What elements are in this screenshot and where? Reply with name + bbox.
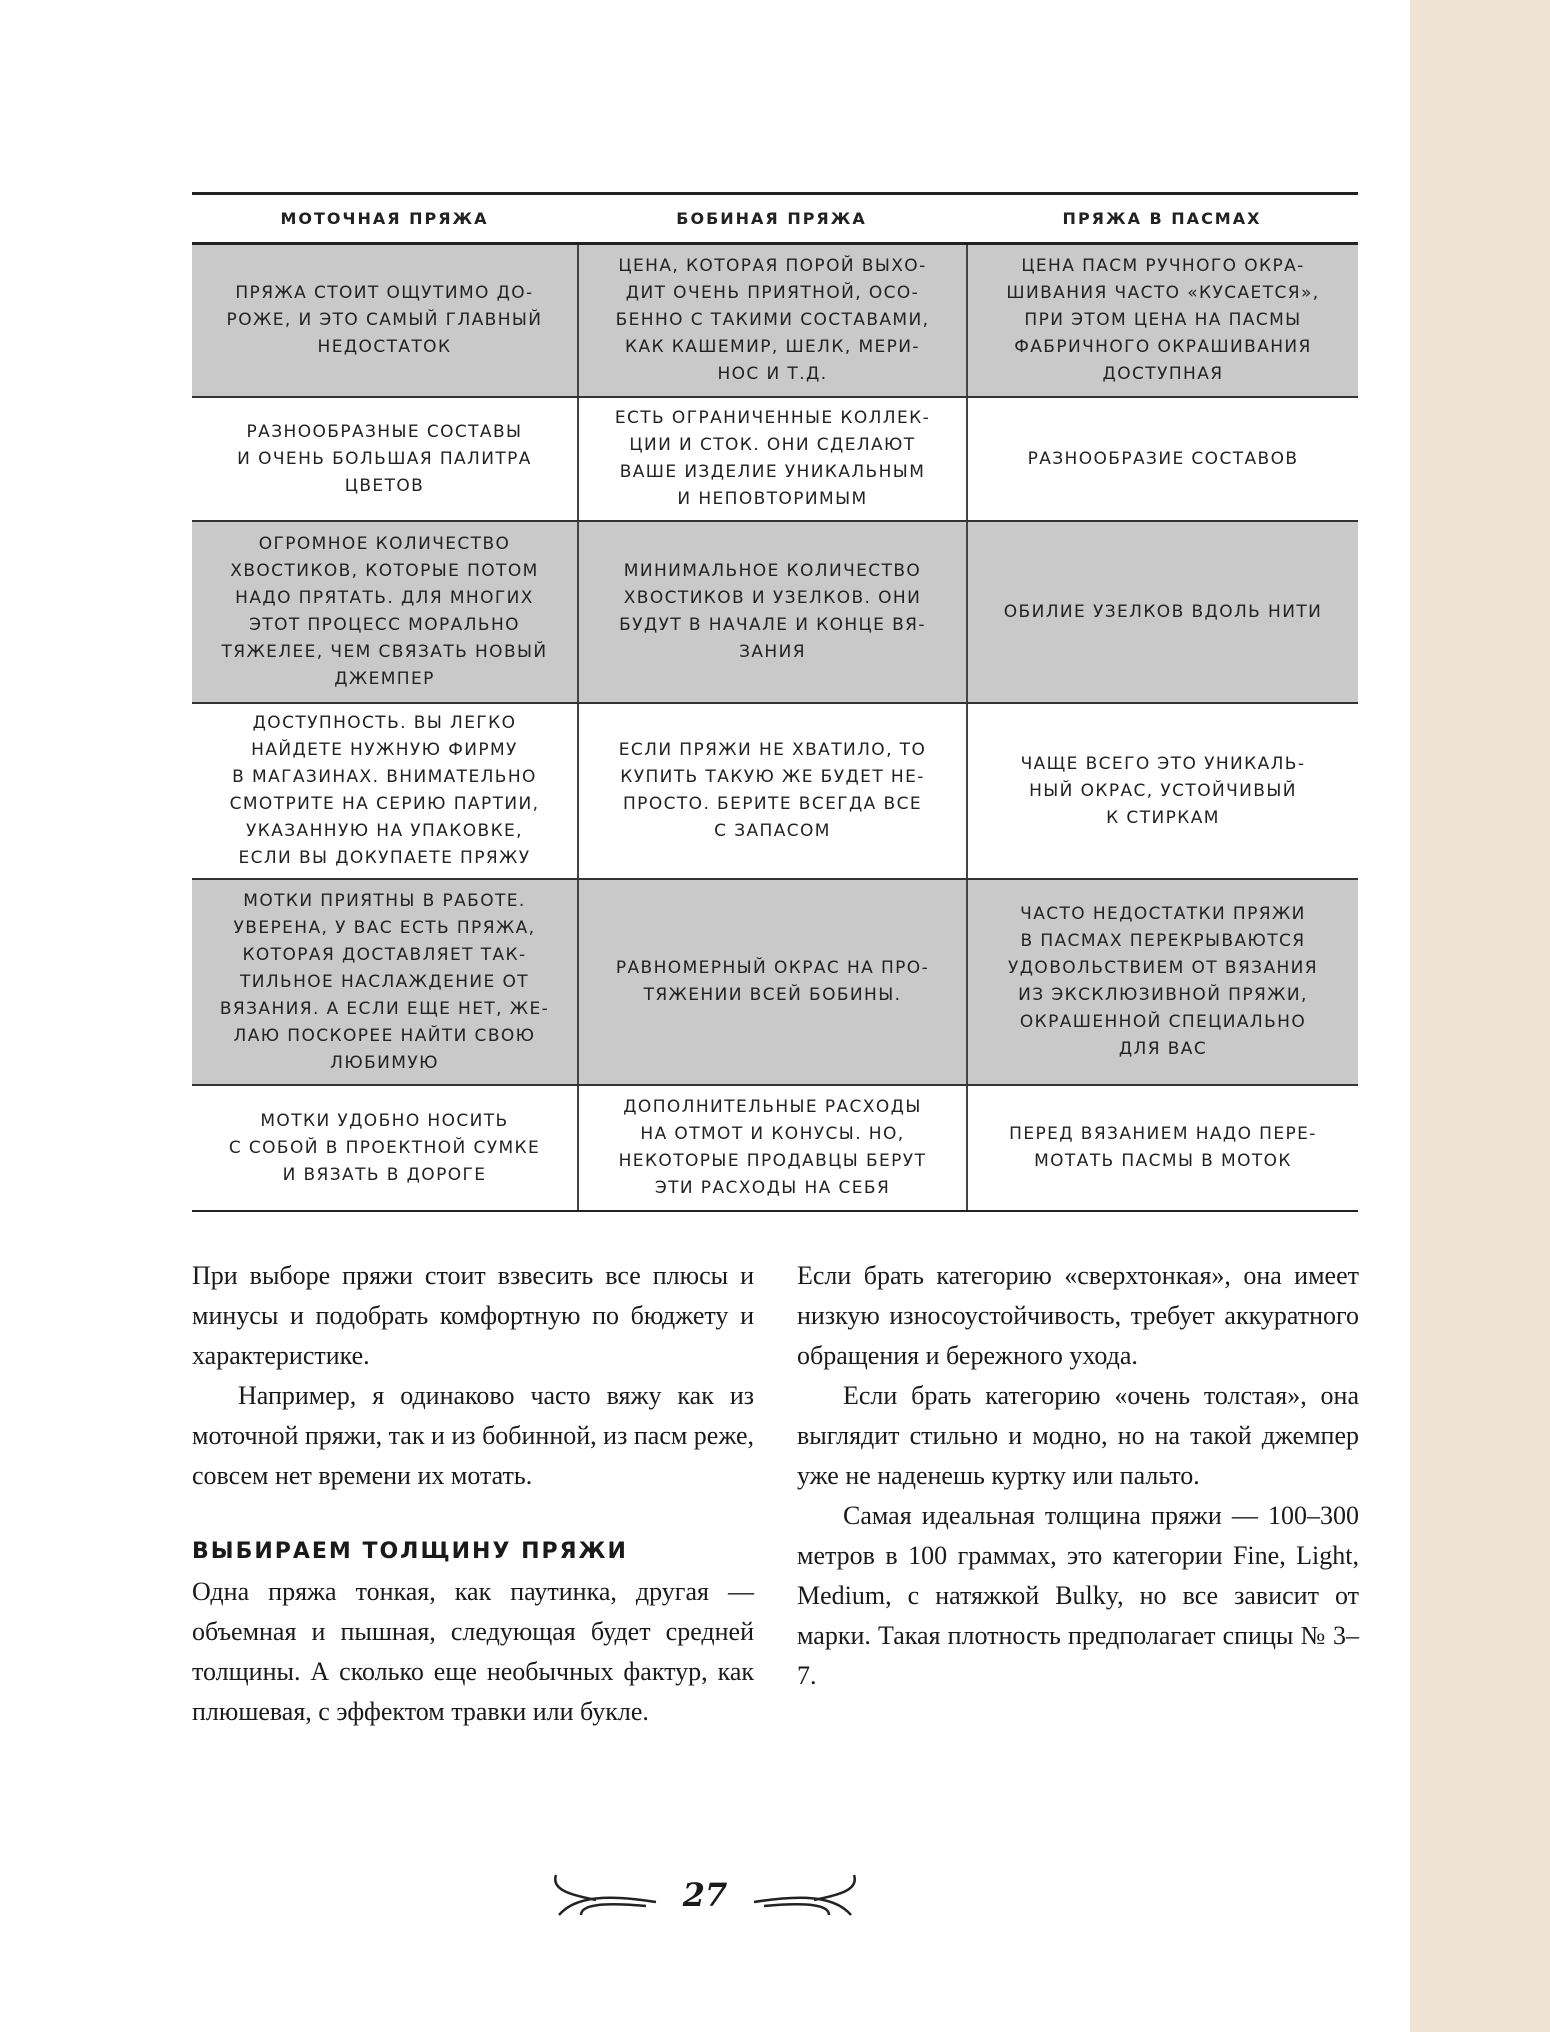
table-cell: ПРЯЖА СТОИТ ОЩУТИМО ДО- РОЖЕ, И ЭТО САМЫЙ ГЛАВНЫЙ НЕДОСТАТОК	[226, 283, 543, 357]
paragraph: Например, я одинаково часто вяжу как из моточной пряжи, так и из бобинной, из пасм реже, совсем нет времени их мотать.	[192, 1381, 755, 1490]
table-row	[192, 880, 1358, 1086]
table-cell: РАЗНООБРАЗИЕ СОСТАВОВ	[966, 398, 1358, 520]
table-header-row	[192, 195, 1358, 245]
table-cell: ЕСТЬ ОГРАНИЧЕННЫЕ КОЛЛЕК- ЦИИ И СТОК. ОНИ СДЕЛАЮТ ВАШЕ ИЗДЕЛИЕ УНИКАЛЬНЫМ И НЕПОВТОРИМЫМ	[577, 398, 966, 520]
table-cell: ОГРОМНОЕ КОЛИЧЕСТВО ХВОСТИКОВ, КОТОРЫЕ ПОТОМ НАДО ПРЯТАТЬ. ДЛЯ МНОГИХ ЭТОТ ПРОЦЕСС МОРАЛЬНО ТЯЖЕЛЕЕ, ЧЕМ СВЯЗАТЬ НОВЫЙ ДЖЕМПЕР	[221, 534, 548, 689]
paragraph: Одна пряжа тонкая, как паутинка, другая — объемная и пышная, следующая будет средней толщины. А сколько еще необычных фактур, как плюшевая, с эффектом травки или букле.	[192, 1577, 754, 1726]
table-cell: РАВНОМЕРНЫЙ ОКРАС НА ПРО- ТЯЖЕНИИ ВСЕЙ БОБИНЫ.	[577, 880, 966, 1084]
paragraph: Если брать категорию «сверхтонкая», она имеет низкую износоустойчивость, требует аккуратного обращения и бережного ухода.	[797, 1261, 1359, 1370]
page-number: 27	[682, 1876, 728, 1914]
section-heading: ВЫБИРАЕМ ТОЛЩИНУ ПРЯЖИ	[192, 1539, 628, 1564]
table-cell: ЦЕНА ПАСМ РУЧНОГО ОКРА- ШИВАНИЯ ЧАСТО «КУСАЕТСЯ», ПРИ ЭТОМ ЦЕНА НА ПАСМЫ ФАБРИЧНОГО ОКРАШИВАНИЯ ДОСТУПНАЯ	[966, 245, 1358, 396]
table-cell: МОТКИ ПРИЯТНЫ В РАБОТЕ. УВЕРЕНА, У ВАС ЕСТЬ ПРЯЖА, КОТОРАЯ ДОСТАВЛЯЕТ ТАК- ТИЛЬНОЕ НАСЛАЖДЕНИЕ ОТ ВЯЗАНИЯ. А ЕСЛИ ЕЩЕ НЕТ, ЖЕ- ЛАЮ ПОСКОРЕЕ НАЙТИ СВОЮ ЛЮБИМУЮ	[219, 890, 550, 1073]
table-row	[192, 398, 1358, 522]
left-flourish-icon	[551, 1870, 661, 1920]
table-cell: ЦЕНА, КОТОРАЯ ПОРОЙ ВЫХО- ДИТ ОЧЕНЬ ПРИЯТНОЙ, ОСО- БЕННО С ТАКИМИ СОСТАВАМИ, КАК КАШЕМИР, ШЕЛК, МЕРИ- НОС И Т.Д.	[577, 245, 966, 396]
left-text-column	[192, 1256, 754, 1732]
page-footer	[0, 1870, 1410, 1920]
right-flourish-icon	[749, 1870, 859, 1920]
table-cell: ЕСЛИ ПРЯЖИ НЕ ХВАТИЛО, ТО КУПИТЬ ТАКУЮ ЖЕ БУДЕТ НЕ- ПРОСТО. БЕРИТЕ ВСЕГДА ВСЕ С ЗАПАСОМ	[577, 704, 966, 878]
table-row	[192, 704, 1358, 880]
table-cell: МИНИМАЛЬНОЕ КОЛИЧЕСТВО ХВОСТИКОВ И УЗЕЛКОВ. ОНИ БУДУТ В НАЧАЛЕ И КОНЦЕ ВЯ- ЗАНИЯ	[577, 522, 966, 702]
table-row	[192, 245, 1358, 398]
table-row	[192, 522, 1358, 704]
paragraph: Если брать категорию «очень толстая», она выглядит стильно и модно, но на такой джемпер уже не наденешь куртку или пальто.	[797, 1381, 1359, 1490]
table-cell: ДОСТУПНОСТЬ. ВЫ ЛЕГКО НАЙДЕТЕ НУЖНУЮ ФИРМУ В МАГАЗИНАХ. ВНИМАТЕЛЬНО СМОТРИТЕ НА СЕРИЮ ПАРТИИ, УКАЗАННУЮ НА УПАКОВКЕ, ЕСЛИ ВЫ ДОКУПАЕТЕ ПРЯЖУ	[229, 713, 540, 868]
table-cell: ЧАЩЕ ВСЕГО ЭТО УНИКАЛЬ- НЫЙ ОКРАС, УСТОЙЧИВЫЙ К СТИРКАМ	[966, 704, 1358, 878]
table-cell: ПЕРЕД ВЯЗАНИЕМ НАДО ПЕРЕ- МОТАТЬ ПАСМЫ В МОТОК	[966, 1086, 1358, 1210]
table-cell: РАЗНООБРАЗНЫЕ СОСТАВЫ И ОЧЕНЬ БОЛЬШАЯ ПАЛИТРА ЦВЕТОВ	[237, 421, 532, 496]
table-cell: ОБИЛИЕ УЗЕЛКОВ ВДОЛЬ НИТИ	[966, 522, 1358, 702]
table-cell: ЧАСТО НЕДОСТАТКИ ПРЯЖИ В ПАСМАХ ПЕРЕКРЫВАЮТСЯ УДОВОЛЬСТВИЕМ ОТ ВЯЗАНИЯ ИЗ ЭКСКЛЮЗИВНОЙ ПРЯЖИ, ОКРАШЕННОЙ СПЕЦИАЛЬНО ДЛЯ ВАС	[966, 880, 1358, 1084]
table-cell: ДОПОЛНИТЕЛЬНЫЕ РАСХОДЫ НА ОТМОТ И КОНУСЫ. НО, НЕКОТОРЫЕ ПРОДАВЦЫ БЕРУТ ЭТИ РАСХОДЫ НА СЕБЯ	[577, 1086, 966, 1210]
page-edge-strip	[1410, 0, 1550, 2032]
paragraph: При выборе пряжи стоит взвесить все плюсы и минусы и подобрать комфортную по бюджету и характеристике.	[192, 1261, 754, 1370]
table-cell: МОТКИ УДОБНО НОСИТЬ С СОБОЙ В ПРОЕКТНОЙ СУМКЕ И ВЯЗАТЬ В ДОРОГЕ	[228, 1110, 541, 1185]
right-text-column	[797, 1256, 1359, 1696]
header-cell: ПРЯЖА В ПАСМАХ	[1062, 209, 1262, 228]
header-cell: БОБИНАЯ ПРЯЖА	[676, 209, 867, 228]
table-row	[192, 1086, 1358, 1210]
paragraph: Самая идеальная толщина пряжи — 100–300 метров в 100 граммах, это категории Fine, Light, Medium, с натяжкой Bulky, но все зависит от марки. Такая плотность предполагает спицы № 3–7.	[797, 1501, 1359, 1690]
header-cell: МОТОЧНАЯ ПРЯЖА	[280, 209, 489, 228]
yarn-comparison-table	[192, 192, 1358, 1212]
